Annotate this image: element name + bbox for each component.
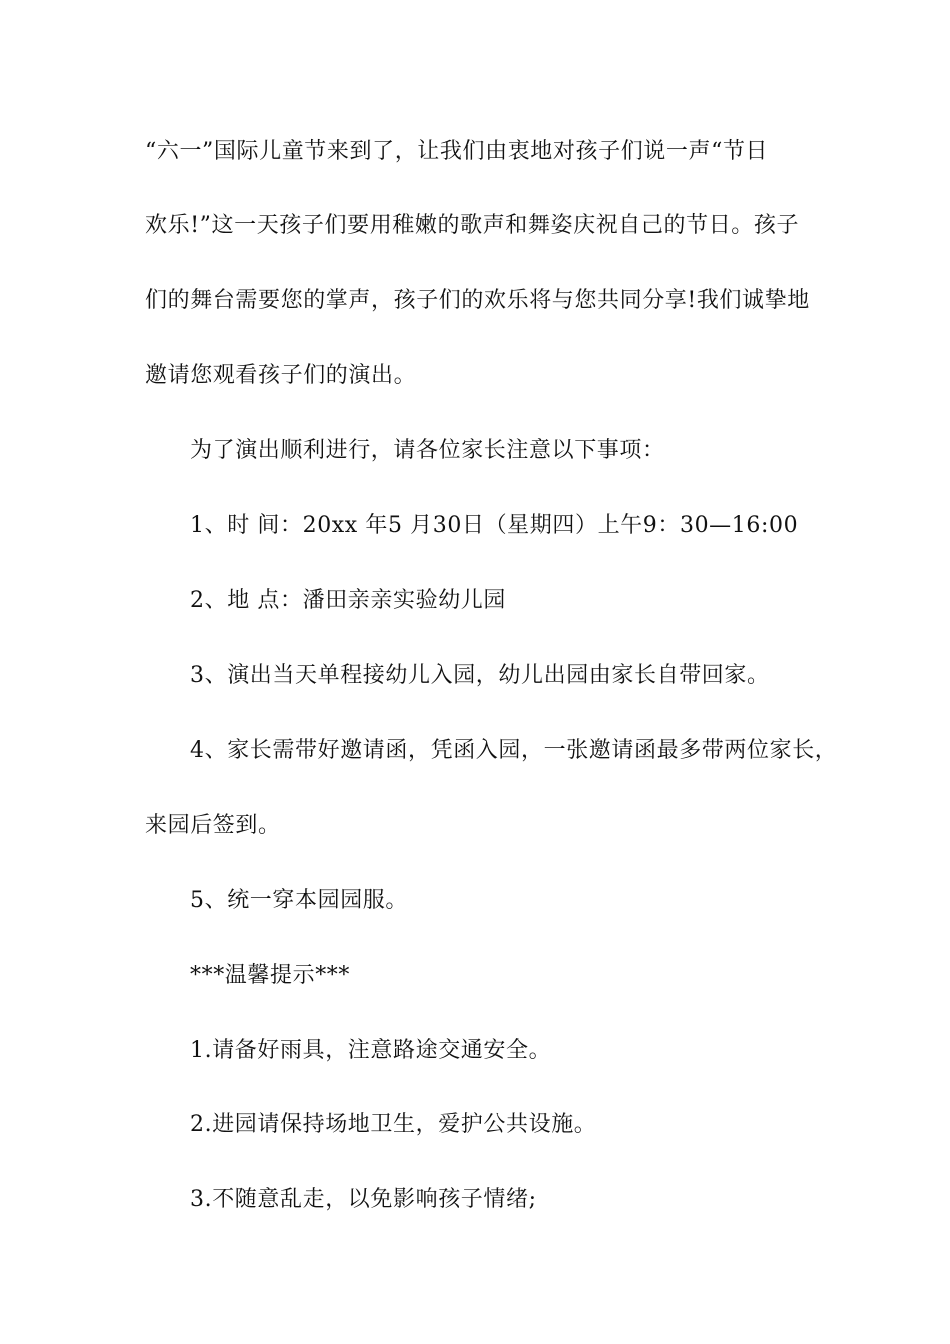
item-time: 1、时 间：20xx 年5 月30日（星期四）上午9：30—16:00 xyxy=(190,513,799,538)
tip-no-wandering: 3.不随意乱走，以免影响孩子情绪; xyxy=(190,1187,537,1212)
item-invitation: 4、家长需带好邀请函，凭函入园，一张邀请函最多带两位家长， xyxy=(190,738,838,763)
intro-line-3: 们的舞台需要您的掌声，孩子们的欢乐将与您共同分享!我们诚挚地 xyxy=(145,288,810,313)
intro-line-4: 邀请您观看孩子们的演出。 xyxy=(145,363,417,388)
item-pickup: 3、演出当天单程接幼儿入园，幼儿出园由家长自带回家。 xyxy=(190,663,770,688)
item-invitation-continued: 来园后签到。 xyxy=(145,813,281,838)
intro-line-2: 欢乐!”这一天孩子们要用稚嫩的歌声和舞姿庆祝自己的节日。孩子 xyxy=(145,213,800,238)
tip-rain-gear: 1.请备好雨具，注意路途交通安全。 xyxy=(190,1038,552,1063)
tip-hygiene: 2.进园请保持场地卫生，爱护公共设施。 xyxy=(190,1112,597,1137)
item-location: 2、地 点：潘田亲亲实验幼儿园 xyxy=(190,588,506,613)
tips-heading: ***温馨提示*** xyxy=(190,963,351,988)
intro-line-1: “六一”国际儿童节来到了，让我们由衷地对孩子们说一声“节日 xyxy=(145,139,769,164)
notice-heading: 为了演出顺利进行，请各位家长注意以下事项： xyxy=(190,438,665,463)
item-uniform: 5、统一穿本园园服。 xyxy=(190,888,408,913)
